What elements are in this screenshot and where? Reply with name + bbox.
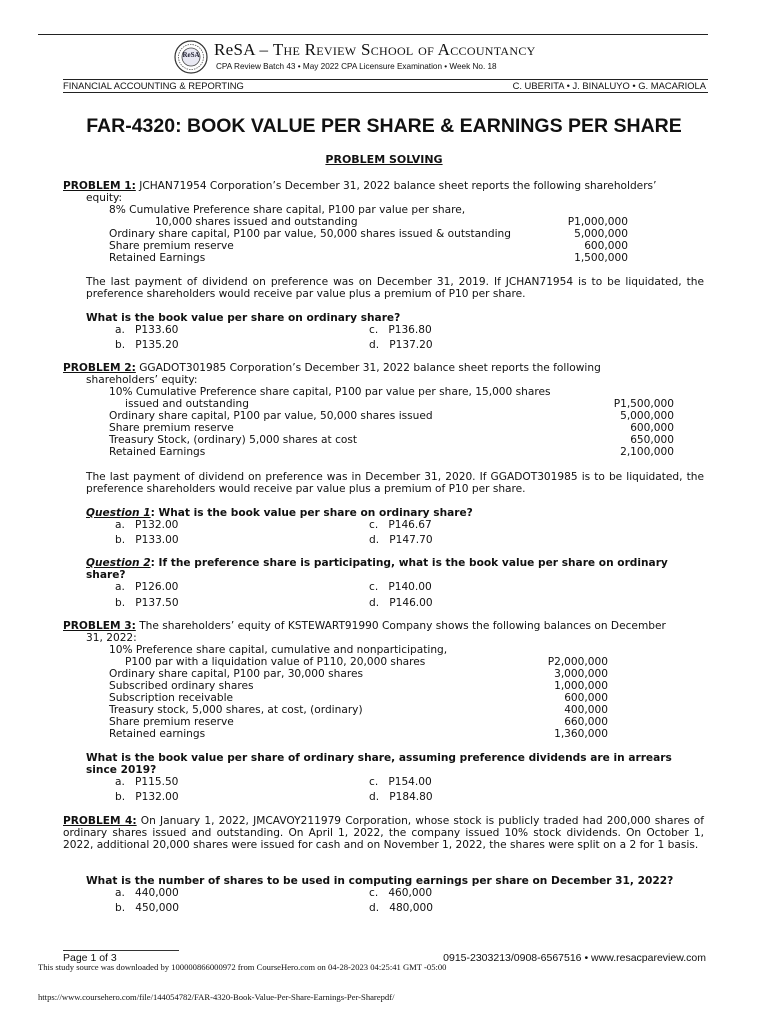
title-text: : BOOK VALUE PER SHARE & EARNINGS PER SHARE xyxy=(175,115,682,137)
p1-intro-text: JCHAN71954 Corporation’s December 31, 2022 balance sheet reports the following shareholders’ xyxy=(135,180,657,192)
p3-intro-text: The shareholders’ equity of KSTEWART91990 Company shows the following balances on December xyxy=(135,620,666,632)
p3-row-4: Subscription receivable xyxy=(109,692,234,704)
p3-question: What is the book value per share of ordinary share, assuming preference dividends are in arrears xyxy=(86,752,672,764)
p2-row-1: issued and outstanding xyxy=(125,398,249,410)
p2-q2-cont: share? xyxy=(86,569,126,581)
p1-choice-b: b. P135.20 xyxy=(115,339,179,351)
p2-val-3: 600,000 xyxy=(630,422,674,434)
p3-row-1: P100 par with a liquidation value of P110, 20,000 shares xyxy=(125,656,426,668)
p4-choice-a: a. 440,000 xyxy=(115,887,179,899)
p3-choice-d: d. P184.80 xyxy=(369,791,433,803)
p1-paragraph: The last payment of dividend on preference was on December 31, 2019. If JCHAN71954 is to be liquidated, the preference shareholders would receive par value plus a premium of P10 per share. xyxy=(86,276,704,300)
page-number: Page 1 of 3 xyxy=(63,952,117,964)
subject-label: FINANCIAL ACCOUNTING & REPORTING xyxy=(63,80,244,91)
p1-row-1: 10,000 shares issued and outstanding xyxy=(155,216,358,228)
p3-intro xyxy=(63,620,666,632)
source-url[interactable]: https://www.coursehero.com/file/144054782/FAR-4320-Book-Value-Per-Share-Earnings-Per-Sharepdf/ xyxy=(38,992,395,1002)
p1-val-2: 5,000,000 xyxy=(574,228,628,240)
p1-choice-c: c. P136.80 xyxy=(369,324,432,336)
p2-q1-choice-a: a. P132.00 xyxy=(115,519,179,531)
p2-q2 xyxy=(86,557,704,569)
p3-val-4: 600,000 xyxy=(564,692,608,704)
p2-q1-choice-b: b. P133.00 xyxy=(115,534,179,546)
p2-val-4: 650,000 xyxy=(630,434,674,446)
p3-val-5: 400,000 xyxy=(564,704,608,716)
p2-intro-cont: shareholders’ equity: xyxy=(86,374,198,386)
p3-val-2: 3,000,000 xyxy=(554,668,608,680)
p3-choice-b: b. P132.00 xyxy=(115,791,179,803)
brand-long: The Review School of Accountancy xyxy=(272,40,536,59)
p2-q2-choice-c: c. P140.00 xyxy=(369,581,432,593)
p3-val-1: P2,000,000 xyxy=(547,656,608,668)
p3-intro-cont: 31, 2022: xyxy=(86,632,137,644)
p2-q2-choice-d: d. P146.00 xyxy=(369,597,433,609)
p2-row-0: 10% Cumulative Preference share capital, P100 par value per share, 15,000 shares xyxy=(109,386,551,398)
p2-q1-label: Question 1 xyxy=(86,507,151,519)
p3-row-7: Retained earnings xyxy=(109,728,206,740)
p2-row-4: Treasury Stock, (ordinary) 5,000 shares at cost xyxy=(109,434,358,446)
p1-choice-a: a. P133.60 xyxy=(115,324,179,336)
p3-row-5: Treasury stock, 5,000 shares, at cost, (ordinary) xyxy=(109,704,363,716)
p4-choice-c: c. 460,000 xyxy=(369,887,433,899)
title-code: FAR-4320 xyxy=(86,115,176,137)
p1-intro xyxy=(63,180,656,192)
p2-val-2: 5,000,000 xyxy=(620,410,674,422)
brand-short: ReSA xyxy=(214,40,255,59)
p2-intro xyxy=(63,362,704,374)
p2-val-1: P1,500,000 xyxy=(613,398,674,410)
p3-row-0: 10% Preference share capital, cumulative and nonparticipating, xyxy=(109,644,448,656)
p1-val-4: 1,500,000 xyxy=(574,252,628,264)
p1-row-0: 8% Cumulative Preference share capital, P100 par value per share, xyxy=(109,204,466,216)
p1-question: What is the book value per share on ordinary share? xyxy=(86,312,401,324)
p2-q1-text: : What is the book value per share on ordinary share? xyxy=(150,507,473,519)
p1-intro-cont: equity: xyxy=(86,192,123,204)
p1-val-3: 600,000 xyxy=(584,240,628,252)
p2-q2-text: : If the preference share is participating, what is the book value per share on ordinary xyxy=(150,557,668,569)
top-rule xyxy=(38,34,708,35)
p1-val-1: P1,000,000 xyxy=(567,216,628,228)
p3-val-7: 1,360,000 xyxy=(554,728,608,740)
p3-row-6: Share premium reserve xyxy=(109,716,234,728)
p2-q1-choice-d: d. P147.70 xyxy=(369,534,433,546)
p3-choice-c: c. P154.00 xyxy=(369,776,432,788)
p3-question-cont: since 2019? xyxy=(86,764,157,776)
p1-choice-d: d. P137.20 xyxy=(369,339,433,351)
p1-row-2: Ordinary share capital, P100 par value, 50,000 shares issued & outstanding xyxy=(109,228,511,240)
p2-q2-choice-b: b. P137.50 xyxy=(115,597,179,609)
p3-val-6: 660,000 xyxy=(564,716,608,728)
p4-question: What is the number of shares to be used in computing earnings per share on December 31, 2022? xyxy=(86,875,674,887)
p2-row-5: Retained Earnings xyxy=(109,446,206,458)
p4-paragraph xyxy=(63,815,704,851)
p1-row-3: Share premium reserve xyxy=(109,240,234,252)
brand-title: ReSA – The Review School of Accountancy xyxy=(214,40,536,59)
footer-contact: 0915-2303213/0908-6567516 • www.resacpareview.com xyxy=(443,952,706,964)
p1-row-4: Retained Earnings xyxy=(109,252,206,264)
p4-choice-d: d. 480,000 xyxy=(369,902,434,914)
p1-label: PROBLEM 1: xyxy=(63,180,136,192)
download-note: This study source was downloaded by 100000866000972 from CourseHero.com on 04-28-2023 04:25:41 GMT -05:00 xyxy=(38,962,447,972)
p3-row-2: Ordinary share capital, P100 par, 30,000 shares xyxy=(109,668,364,680)
footer-rule xyxy=(63,950,179,951)
authors-label: C. UBERITA • J. BINALUYO • G. MACARIOLA xyxy=(512,80,706,91)
p3-label: PROBLEM 3: xyxy=(63,620,136,632)
p3-choice-a: a. P115.50 xyxy=(115,776,179,788)
page-title xyxy=(0,115,768,138)
logo-text: ReSA xyxy=(182,51,200,59)
p2-row-2: Ordinary share capital, P100 par value, 50,000 shares issued xyxy=(109,410,433,422)
p2-row-3: Share premium reserve xyxy=(109,422,234,434)
p4-choice-b: b. 450,000 xyxy=(115,902,180,914)
p2-intro-text: GGADOT301985 Corporation’s December 31, 2022 balance sheet reports the following xyxy=(135,362,601,374)
p2-paragraph: The last payment of dividend on preference was in December 31, 2020. If GGADOT301985 is to be liquidated, the preference shareholders would receive par value plus a premium of P10 per share. xyxy=(86,471,704,495)
p2-val-5: 2,100,000 xyxy=(620,446,674,458)
p2-label: PROBLEM 2: xyxy=(63,362,136,374)
p2-q2-choice-a: a. P126.00 xyxy=(115,581,179,593)
p3-val-3: 1,000,000 xyxy=(554,680,608,692)
p2-q2-label: Question 2 xyxy=(86,557,151,569)
brand-subline: CPA Review Batch 43 • May 2022 CPA Licensure Examination • Week No. 18 xyxy=(216,62,497,71)
header-rule-2 xyxy=(63,92,708,93)
p2-q1 xyxy=(86,507,473,519)
p4-label: PROBLEM 4: xyxy=(63,815,137,827)
resa-logo xyxy=(174,40,208,74)
p4-para-text: On January 1, 2022, JMCAVOY211979 Corporation, whose stock is publicly traded had 200,000 shares of ordinary shares issued and outstanding. On April 1, 2022, the company issued 10% stock dividends. On October 1, 2022, additional 20,000 shares were issued for cash and on November 1, 2022, the shares were split on a 2 for 1 basis. xyxy=(63,815,704,851)
p2-q1-choice-c: c. P146.67 xyxy=(369,519,432,531)
p3-row-3: Subscribed ordinary shares xyxy=(109,680,254,692)
section-heading: PROBLEM SOLVING xyxy=(325,153,443,166)
